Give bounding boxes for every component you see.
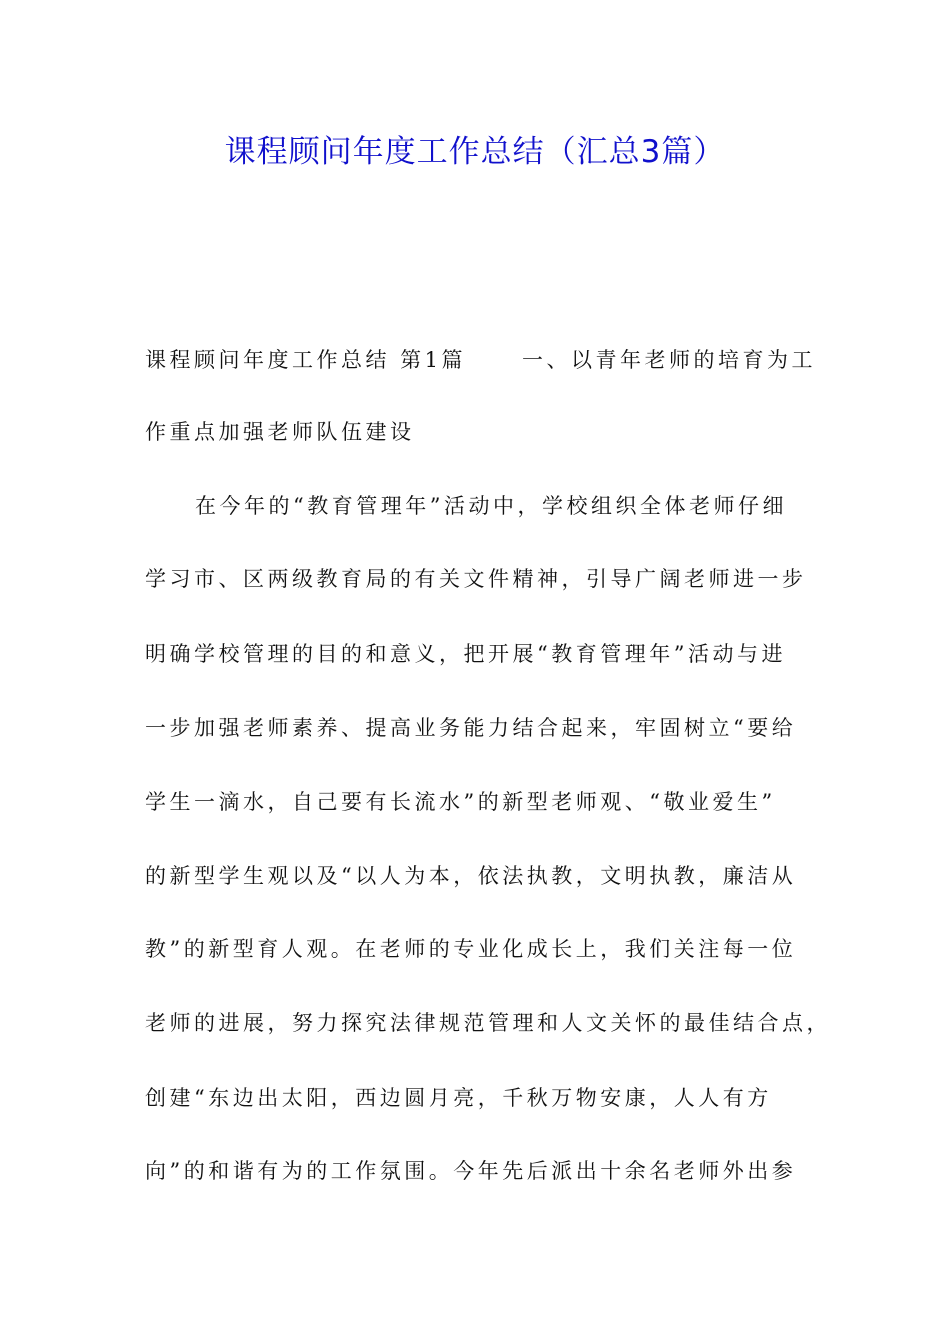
paragraph-line: 明确学校管理的目的和意义，把开展“教育管理年”活动与进 xyxy=(145,642,786,666)
paragraph-line: 老师的进展，努力探究法律规范管理和人文关怀的最佳结合点， xyxy=(145,1011,831,1035)
paragraph-line: 学习市、区两级教育局的有关文件精神，引导广阔老师进一步 xyxy=(145,567,807,591)
document-title: 课程顾问年度工作总结（汇总3篇） xyxy=(224,134,726,170)
paragraph-line: 创建“东边出太阳，西边圆月亮，千秋万物安康，人人有方 xyxy=(145,1086,772,1110)
paragraph-line: 学生一滴水，自己要有长流水”的新型老师观、“敬业爱生” xyxy=(145,790,776,814)
section-heading-part: 课程顾问年度工作总结 第1篇 xyxy=(145,348,467,372)
section-heading-part: 一、以青年老师的培育为工 xyxy=(522,348,817,372)
paragraph-line: 一步加强老师素养、提高业务能力结合起来，牢固树立“要给 xyxy=(145,716,797,740)
section-heading-line: 作重点加强老师队伍建设 xyxy=(145,420,415,444)
paragraph-line: 的新型学生观以及“以人为本，依法执教，文明执教，廉洁从 xyxy=(145,864,797,888)
section-heading-line xyxy=(145,344,817,376)
paragraph-line: 教”的新型育人观。在老师的专业化成长上，我们关注每一位 xyxy=(145,937,797,961)
paragraph-line: 向”的和谐有为的工作氛围。今年先后派出十余名老师外出参 xyxy=(145,1159,797,1183)
paragraph-line: 在今年的“教育管理年”活动中，学校组织全体老师仔细 xyxy=(195,494,787,518)
